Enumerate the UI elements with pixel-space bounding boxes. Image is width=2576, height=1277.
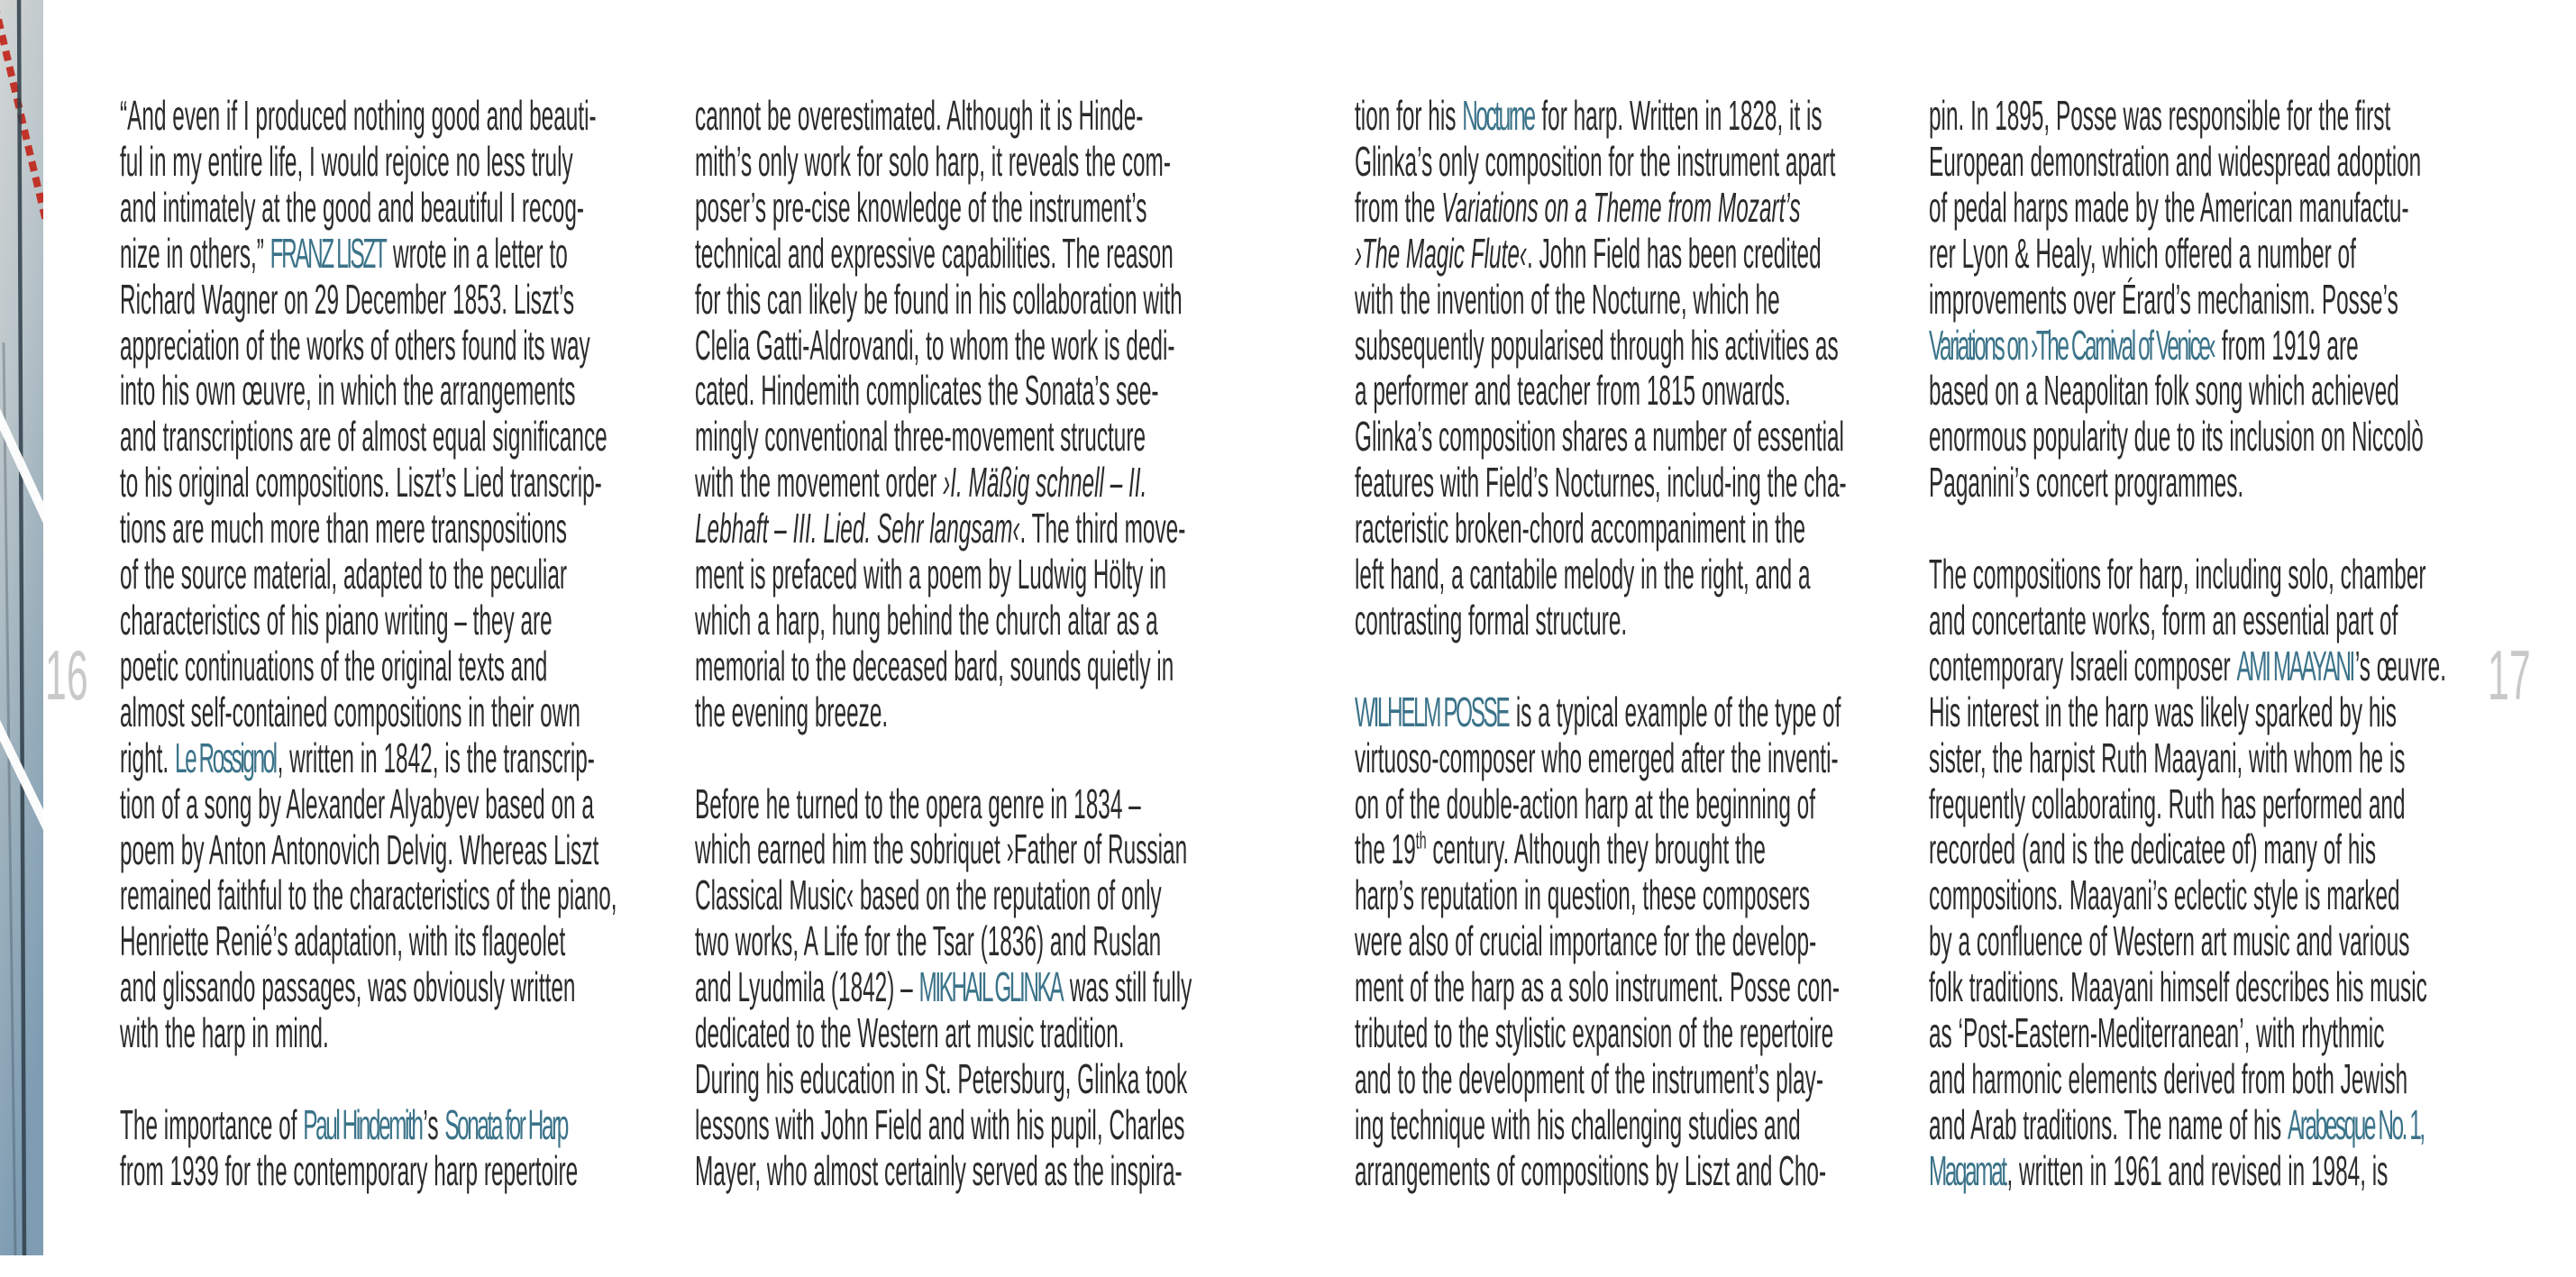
- text-run: and intimately at the good and beautiful I recog-: [120, 183, 585, 231]
- text-run: th: [1415, 827, 1427, 855]
- text-line: [1355, 460, 1847, 506]
- text-run: with the harp in mind.: [120, 1009, 329, 1057]
- text-line: [695, 552, 1192, 597]
- text-run: Glinka’s composition shares a number of essential: [1355, 413, 1844, 461]
- text-run: ›The Magic Flute‹: [1355, 229, 1528, 277]
- text-line: [695, 414, 1192, 460]
- text-line: [120, 597, 617, 643]
- text-run: as ‘Post-Eastern-Mediterranean’, with rhythmic: [1929, 1009, 2385, 1057]
- text-run: remained faithful to the characteristics of the piano,: [120, 871, 617, 919]
- paragraph: [120, 93, 617, 1056]
- text-run: Mayer, who almost certainly served as the inspira-: [695, 1146, 1183, 1194]
- text-run: tion of a song by Alexander Alyabyev based on a: [120, 780, 594, 827]
- text-run: poser’s pre-cise knowledge of the instrument’s: [695, 183, 1147, 231]
- text-line: [695, 93, 1192, 139]
- text-line: [120, 414, 617, 460]
- text-run: The compositions for harp, including solo, chamber: [1929, 551, 2426, 598]
- text-run: memorial to the deceased bard, sounds quietly in: [695, 642, 1174, 689]
- column-text: [695, 93, 1192, 1194]
- highlight-term: WILHELM POSSE: [1355, 688, 1509, 735]
- text-line: [120, 918, 617, 964]
- text-line: [120, 964, 617, 1010]
- text-line: [1929, 368, 2446, 414]
- text-line: [695, 781, 1192, 827]
- text-line: [1929, 1056, 2446, 1102]
- highlight-term: Arabesque No. 1,: [2287, 1100, 2424, 1148]
- text-run: were also of crucial importance for the develop-: [1355, 917, 1817, 965]
- text-run: . John Field has been credited: [1527, 229, 1822, 277]
- text-line: [120, 231, 617, 277]
- text-run: a performer and teacher from 1815 onwards.: [1355, 367, 1791, 415]
- text-line: [120, 185, 617, 231]
- text-run: tion for his: [1355, 92, 1463, 139]
- text-line: [120, 277, 617, 323]
- text-run: enormous popularity due to its inclusion on Niccolò: [1929, 413, 2424, 461]
- text-line: [120, 552, 617, 597]
- highlight-term: MIKHAIL GLINKA: [918, 963, 1063, 1011]
- text-run: features with Field’s Nocturnes, includ-ing the cha-: [1355, 459, 1847, 506]
- text-run: improvements over Érard’s mechanism. Posse’s: [1929, 275, 2398, 323]
- text-line: [1929, 735, 2446, 781]
- text-line: [120, 872, 617, 918]
- text-line: [1355, 185, 1847, 231]
- text-run: left hand, a cantabile melody in the right, and a: [1355, 551, 1811, 598]
- text-run: and glissando passages, was obviously written: [120, 963, 576, 1011]
- text-line: [1929, 597, 2446, 643]
- text-run: arrangements of compositions by Liszt and Cho-: [1355, 1146, 1827, 1194]
- text-run: tions are much more than mere transpositions: [120, 505, 567, 552]
- text-run: into his own œuvre, in which the arrangements: [120, 367, 576, 415]
- paragraph: [1355, 689, 1847, 1194]
- text-line: [695, 139, 1192, 185]
- text-line: [120, 689, 617, 735]
- text-line: [1355, 506, 1847, 552]
- text-line: [120, 1010, 617, 1056]
- text-line: [1929, 872, 2446, 918]
- text-line: [695, 185, 1192, 231]
- paragraph: [695, 93, 1192, 735]
- text-run: of the source material, adapted to the peculiar: [120, 551, 568, 598]
- text-line: [1929, 231, 2446, 277]
- text-line: [1355, 93, 1847, 139]
- text-run: contemporary Israeli composer: [1929, 642, 2237, 689]
- text-line: [120, 1102, 617, 1148]
- text-line: [1929, 185, 2446, 231]
- text-line: [1355, 826, 1847, 872]
- text-run: ’s œuvre.: [2354, 642, 2446, 689]
- text-line: [1929, 93, 2446, 139]
- text-line: [695, 689, 1192, 735]
- text-line: [120, 368, 617, 414]
- text-line: [695, 231, 1192, 277]
- text-line: [1929, 323, 2446, 369]
- text-line: [1929, 277, 2446, 323]
- text-line: [1929, 139, 2446, 185]
- paragraph: [1355, 93, 1847, 643]
- text-run: contrasting formal structure.: [1355, 596, 1628, 643]
- text-run: lessons with John Field and with his pupil, Charles: [695, 1100, 1185, 1148]
- text-run: poetic continuations of the original texts and: [120, 642, 548, 689]
- text-run: Lebhaft – III. Lied. Sehr langsam‹: [695, 505, 1020, 552]
- text-run: Clelia Gatti-Aldrovandi, to whom the work is dedi-: [695, 321, 1175, 369]
- text-run: the evening breeze.: [695, 688, 889, 735]
- text-line: [1929, 414, 2446, 460]
- highlight-term: Maqamat: [1929, 1146, 2005, 1194]
- text-run: and harmonic elements derived from both Jewish: [1929, 1055, 2408, 1103]
- text-line: [1355, 597, 1847, 643]
- text-line: [1929, 1102, 2446, 1148]
- text-line: [1929, 689, 2446, 735]
- column-text: [120, 93, 617, 1194]
- text-run: mingly conventional three-movement structure: [695, 413, 1146, 461]
- text-line: [120, 460, 617, 506]
- text-run: ment of the harp as a solo instrument. Posse con-: [1355, 963, 1840, 1011]
- text-line: [120, 323, 617, 369]
- text-line: [695, 506, 1192, 552]
- text-run: and concertante works, form an essential part of: [1929, 596, 2398, 643]
- text-line: [1929, 643, 2446, 689]
- text-line: [120, 781, 617, 827]
- text-run: with the movement order: [695, 459, 944, 506]
- text-run: Variations on a Theme from Mozart’s: [1441, 183, 1801, 231]
- text-run: European demonstration and widespread adoption: [1929, 137, 2422, 185]
- text-line: [1355, 277, 1847, 323]
- text-run: poem by Anton Antonovich Delvig. Whereas Liszt: [120, 825, 599, 873]
- text-line: [1355, 231, 1847, 277]
- highlight-term: Le Rossignol: [174, 734, 276, 781]
- text-run: subsequently popularised through his activities as: [1355, 321, 1839, 369]
- highlight-term: Paul Hindemith: [303, 1100, 422, 1148]
- harp-photo-strip: [0, 0, 43, 1255]
- text-line: [1929, 460, 2446, 506]
- highlight-term: Variations on ›The Carnival of Venice‹: [1929, 321, 2215, 369]
- text-run: Henriette Renié’s adaptation, with its flageolet: [120, 917, 566, 965]
- text-run: mith’s only work for solo harp, it reveals the com-: [695, 137, 1171, 185]
- text-line: [1355, 1010, 1847, 1056]
- text-run: tributed to the stylistic expansion of the repertoire: [1355, 1009, 1834, 1057]
- text-run: and Lyudmila (1842) –: [695, 963, 919, 1011]
- text-line: [120, 827, 617, 873]
- text-line: [1355, 1148, 1847, 1194]
- text-line: [1929, 1148, 2446, 1194]
- text-run: dedicated to the Western art music tradition.: [695, 1009, 1125, 1057]
- text-run: and transcriptions are of almost equal significance: [120, 413, 607, 461]
- paragraph: [1929, 93, 2446, 506]
- text-run: , written in 1961 and revised in 1984, is: [2006, 1146, 2389, 1194]
- text-run: by a confluence of Western art music and various: [1929, 917, 2410, 965]
- text-run: ing technique with his challenging studies and: [1355, 1100, 1801, 1148]
- text-run: folk traditions. Maayani himself describes his music: [1929, 963, 2427, 1011]
- text-run: on of the double-action harp at the beginning of: [1355, 780, 1816, 827]
- text-run: and Arab traditions. The name of his: [1929, 1100, 2288, 1148]
- page-number-left: 16: [45, 635, 88, 715]
- text-line: [695, 460, 1192, 506]
- page-number-right: 17: [2488, 635, 2531, 715]
- text-run: His interest in the harp was likely sparked by his: [1929, 688, 2397, 735]
- text-run: Richard Wagner on 29 December 1853. Liszt’s: [120, 275, 575, 323]
- text-line: [1355, 735, 1847, 781]
- text-run: Glinka’s only composition for the instrument apart: [1355, 137, 1836, 185]
- text-run: from 1919 are: [2215, 321, 2359, 369]
- text-run: pin. In 1895, Posse was responsible for the first: [1929, 92, 2391, 139]
- text-run: cated. Hindemith complicates the Sonata’s see-: [695, 367, 1159, 415]
- text-run: ›I. Mäßig schnell – II.: [943, 459, 1147, 506]
- text-run: harp’s reputation in question, these composers: [1355, 871, 1811, 919]
- text-run: for harp. Written in 1828, it is: [1535, 92, 1822, 139]
- text-line: [1929, 826, 2446, 872]
- text-run: ’s: [423, 1100, 445, 1148]
- highlight-term: FRANZ LISZT: [269, 229, 386, 277]
- text-line: [1929, 964, 2446, 1010]
- text-line: [1355, 872, 1847, 918]
- text-run: sister, the harpist Ruth Maayani, with whom he is: [1929, 734, 2406, 781]
- paragraph: [1929, 552, 2446, 1194]
- highlight-term: AMI MAAYANI: [2236, 642, 2353, 689]
- text-run: of pedal harps made by the American manufactu-: [1929, 183, 2409, 231]
- text-run: , written in 1842, is the transcrip-: [277, 734, 595, 781]
- paragraph: [695, 781, 1192, 1194]
- text-line: [1929, 781, 2446, 827]
- text-line: [120, 735, 617, 781]
- text-run: from 1939 for the contemporary harp repertoire: [120, 1146, 579, 1194]
- text-line: [695, 368, 1192, 414]
- text-line: [1355, 414, 1847, 460]
- text-line: [1355, 689, 1847, 735]
- text-line: [695, 918, 1192, 964]
- text-run: century. Although they brought the: [1426, 825, 1766, 873]
- text-run: virtuoso-composer who emerged after the inventi-: [1355, 734, 1839, 781]
- column-text: [1355, 93, 1847, 1194]
- text-line: [1929, 918, 2446, 964]
- text-run: racteristic broken-chord accompaniment in the: [1355, 505, 1806, 552]
- text-line: [120, 93, 617, 139]
- text-run: The importance of: [120, 1100, 304, 1148]
- text-run: ment is prefaced with a poem by Ludwig Hölty in: [695, 551, 1167, 598]
- text-line: [695, 872, 1192, 918]
- text-line: [1355, 139, 1847, 185]
- text-run: ful in my entire life, I would rejoice no less truly: [120, 137, 573, 185]
- highlight-term: Nocturne: [1462, 92, 1534, 139]
- text-run: with the invention of the Nocturne, which he: [1355, 275, 1780, 323]
- text-run: was still fully: [1064, 963, 1192, 1011]
- text-line: [695, 323, 1192, 369]
- text-run: from the: [1355, 183, 1442, 231]
- text-run: . The third move-: [1019, 505, 1186, 552]
- text-run: During his education in St. Petersburg, Glinka took: [695, 1055, 1188, 1103]
- text-line: [695, 643, 1192, 689]
- text-line: [1355, 918, 1847, 964]
- text-run: wrote in a letter to: [387, 229, 568, 277]
- text-line: [120, 643, 617, 689]
- text-line: [120, 1148, 617, 1194]
- text-run: which a harp, hung behind the church altar as a: [695, 596, 1158, 643]
- paragraph: [120, 1102, 617, 1194]
- text-line: [695, 1148, 1192, 1194]
- text-run: technical and expressive capabilities. The reason: [695, 229, 1174, 277]
- text-run: Paganini’s concert programmes.: [1929, 459, 2244, 506]
- text-run: two works, A Life for the Tsar (1836) and Ruslan: [695, 917, 1162, 965]
- text-line: [1355, 781, 1847, 827]
- text-line: [695, 597, 1192, 643]
- text-line: [1929, 552, 2446, 597]
- text-run: for this can likely be found in his collaboration with: [695, 275, 1183, 323]
- text-run: right.: [120, 734, 175, 781]
- text-line: [120, 139, 617, 185]
- text-column-4: [1929, 93, 2576, 1194]
- text-run: characteristics of his piano writing – they are: [120, 596, 553, 643]
- text-run: almost self-contained compositions in their own: [120, 688, 580, 735]
- text-run: to his original compositions. Liszt’s Lied transcrip-: [120, 459, 602, 506]
- highlight-term: Sonata for Harp: [444, 1100, 567, 1148]
- text-run: “And even if I produced nothing good and beauti-: [120, 92, 597, 139]
- text-line: [1355, 368, 1847, 414]
- text-line: [695, 1056, 1192, 1102]
- text-line: [1929, 1010, 2446, 1056]
- text-line: [1355, 1056, 1847, 1102]
- text-run: recorded (and is the dedicatee of) many of his: [1929, 825, 2377, 873]
- text-line: [1355, 964, 1847, 1010]
- text-run: is a typical example of the type of: [1510, 688, 1841, 735]
- text-line: [695, 1010, 1192, 1056]
- text-run: compositions. Maayani’s eclectic style is marked: [1929, 871, 2400, 919]
- text-run: cannot be overestimated. Although it is Hinde-: [695, 92, 1144, 139]
- text-run: frequently collaborating. Ruth has performed and: [1929, 780, 2406, 827]
- text-line: [120, 506, 617, 552]
- text-run: nize in others,”: [120, 229, 270, 277]
- text-run: which earned him the sobriquet ›Father of Russian: [695, 825, 1188, 873]
- text-run: Before he turned to the opera genre in 1834 –: [695, 780, 1141, 827]
- text-line: [1355, 552, 1847, 597]
- column-text: [1929, 93, 2446, 1194]
- text-line: [695, 277, 1192, 323]
- text-line: [695, 1102, 1192, 1148]
- text-line: [1355, 323, 1847, 369]
- text-run: Classical Music‹ based on the reputation of only: [695, 871, 1162, 919]
- text-line: [695, 826, 1192, 872]
- text-run: based on a Neapolitan folk song which achieved: [1929, 367, 2399, 415]
- text-line: [1355, 1102, 1847, 1148]
- text-run: and to the development of the instrument’s play-: [1355, 1055, 1823, 1103]
- text-run: rer Lyon & Healy, which offered a number of: [1929, 229, 2356, 277]
- text-run: appreciation of the works of others found its way: [120, 321, 590, 369]
- text-run: the 19: [1355, 825, 1416, 873]
- text-line: [695, 964, 1192, 1010]
